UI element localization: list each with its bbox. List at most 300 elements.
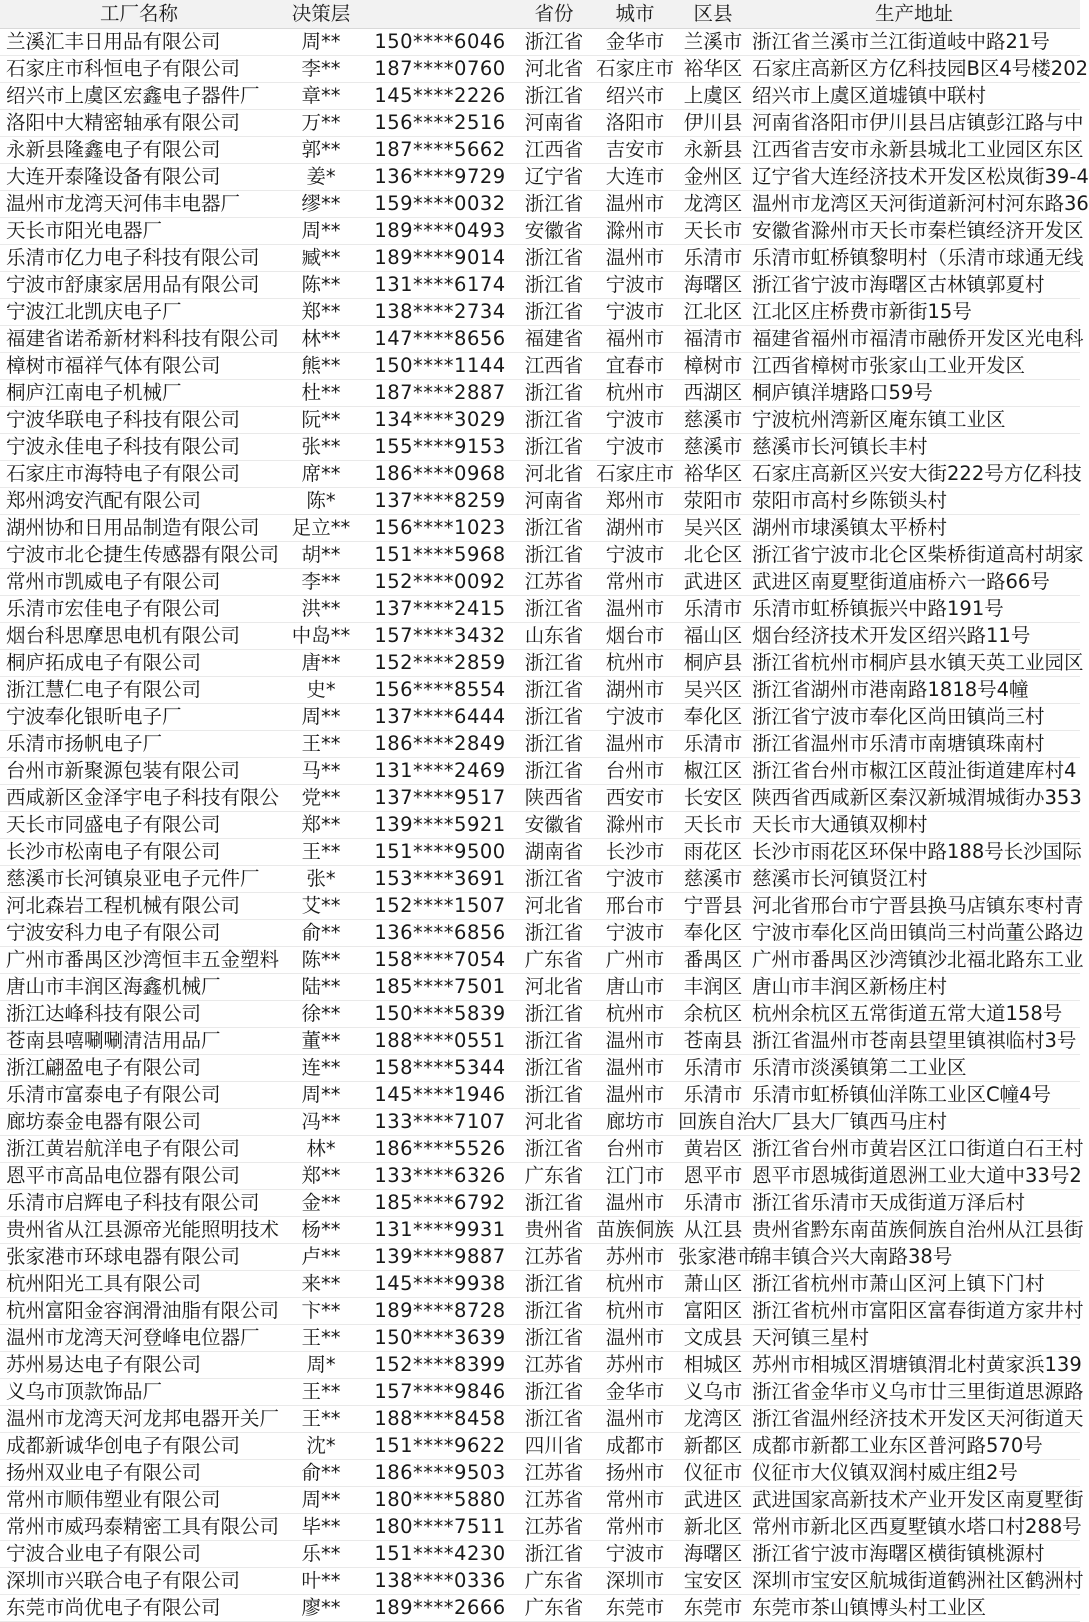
district-cell: 裕华区 <box>678 461 748 488</box>
decision-maker-cell: 郑** <box>278 1163 364 1190</box>
province-cell: 湖南省 <box>516 839 592 866</box>
table-row <box>0 245 1080 272</box>
decision-maker-cell: 陆** <box>278 974 364 1001</box>
decision-maker-cell: 郑** <box>278 299 364 326</box>
phone-cell: 151****4230 <box>364 1541 516 1568</box>
factory-name-cell: 温州市龙湾天河龙邦电器开关厂 <box>0 1406 278 1433</box>
table-row <box>0 1514 1080 1541</box>
decision-maker-cell: 李** <box>278 569 364 596</box>
district-cell: 萧山区 <box>678 1271 748 1298</box>
address-cell: 慈溪市长河镇长丰村 <box>748 434 1080 461</box>
phone-cell: 138****0336 <box>364 1568 516 1595</box>
city-cell: 宁波市 <box>592 704 678 731</box>
phone-cell: 156****2516 <box>364 110 516 137</box>
address-cell: 锦丰镇合兴大南路38号 <box>748 1244 1080 1271</box>
header-city: 城市 <box>592 0 678 29</box>
decision-maker-cell: 连** <box>278 1055 364 1082</box>
factory-name-cell: 天长市同盛电子有限公司 <box>0 812 278 839</box>
address-cell: 广州市番禺区沙湾镇沙北福北路东工业 <box>748 947 1080 974</box>
table-row <box>0 137 1080 164</box>
factory-name-cell: 烟台科思摩思电机有限公司 <box>0 623 278 650</box>
decision-maker-cell: 万** <box>278 110 364 137</box>
phone-cell: 180****7511 <box>364 1514 516 1541</box>
factory-name-cell: 天长市阳光电器厂 <box>0 218 278 245</box>
address-cell: 浙江省宁波市奉化区尚田镇尚三村 <box>748 704 1080 731</box>
phone-cell: 156****1023 <box>364 515 516 542</box>
factory-name-cell: 宁波市舒康家居用品有限公司 <box>0 272 278 299</box>
factory-name-cell: 洛阳中大精密轴承有限公司 <box>0 110 278 137</box>
address-cell: 石家庄高新区方亿科技园B区4号楼202 <box>748 56 1080 83</box>
district-cell: 宁晋县 <box>678 893 748 920</box>
phone-cell: 188****8458 <box>364 1406 516 1433</box>
factory-name-cell: 常州市顺伟塑业有限公司 <box>0 1487 278 1514</box>
phone-cell: 188****0551 <box>364 1028 516 1055</box>
province-cell: 江苏省 <box>516 569 592 596</box>
phone-cell: 133****7107 <box>364 1109 516 1136</box>
city-cell: 廊坊市 <box>592 1109 678 1136</box>
province-cell: 河北省 <box>516 893 592 920</box>
address-cell: 深圳市宝安区航城街道鹤洲社区鹤洲村 <box>748 1568 1080 1595</box>
district-cell: 西湖区 <box>678 380 748 407</box>
decision-maker-cell: 周** <box>278 704 364 731</box>
province-cell: 广东省 <box>516 1595 592 1622</box>
decision-maker-cell: 缪** <box>278 191 364 218</box>
phone-cell: 187****0760 <box>364 56 516 83</box>
table-row <box>0 542 1080 569</box>
table-row <box>0 1190 1080 1217</box>
phone-cell: 187****2887 <box>364 380 516 407</box>
factory-name-cell: 常州市威玛泰精密工具有限公司 <box>0 1514 278 1541</box>
province-cell: 浙江省 <box>516 1001 592 1028</box>
factory-name-cell: 乐清市扬帆电子厂 <box>0 731 278 758</box>
factory-name-cell: 郑州鸿安汽配有限公司 <box>0 488 278 515</box>
phone-cell: 134****3029 <box>364 407 516 434</box>
city-cell: 温州市 <box>592 1082 678 1109</box>
province-cell: 浙江省 <box>516 1082 592 1109</box>
factory-name-cell: 广州市番禺区沙湾恒丰五金塑料 <box>0 947 278 974</box>
header-phone <box>364 0 516 29</box>
address-cell: 乐清市虹桥镇黎明村（乐清市球通无线 <box>748 245 1080 272</box>
city-cell: 宜春市 <box>592 353 678 380</box>
decision-maker-cell: 艾** <box>278 893 364 920</box>
district-cell: 雨花区 <box>678 839 748 866</box>
phone-cell: 145****1946 <box>364 1082 516 1109</box>
address-cell: 浙江省台州市黄岩区江口街道白石王村 <box>748 1136 1080 1163</box>
phone-cell: 185****6792 <box>364 1190 516 1217</box>
district-cell: 福山区 <box>678 623 748 650</box>
decision-maker-cell: 郑** <box>278 812 364 839</box>
address-cell: 成都市新都工业东区普河路570号 <box>748 1433 1080 1460</box>
table-row <box>0 893 1080 920</box>
address-cell: 河南省洛阳市伊川县吕店镇彭江路与中 <box>748 110 1080 137</box>
table-row <box>0 1244 1080 1271</box>
address-cell: 大厂县大厂镇西马庄村 <box>748 1109 1080 1136</box>
city-cell: 宁波市 <box>592 1541 678 1568</box>
decision-maker-cell: 卢** <box>278 1244 364 1271</box>
decision-maker-cell: 足立** <box>278 515 364 542</box>
province-cell: 浙江省 <box>516 1406 592 1433</box>
province-cell: 河北省 <box>516 56 592 83</box>
table-row <box>0 1325 1080 1352</box>
table-row <box>0 1082 1080 1109</box>
decision-maker-cell: 毕** <box>278 1514 364 1541</box>
phone-cell: 150****3639 <box>364 1325 516 1352</box>
factory-name-cell: 台州市新聚源包装有限公司 <box>0 758 278 785</box>
factory-name-cell: 浙江慧仁电子有限公司 <box>0 677 278 704</box>
province-cell: 浙江省 <box>516 299 592 326</box>
address-cell: 长沙市雨花区环保中路188号长沙国际 <box>748 839 1080 866</box>
decision-maker-cell: 王** <box>278 1406 364 1433</box>
table-row <box>0 812 1080 839</box>
factory-name-cell: 宁波华联电子科技有限公司 <box>0 407 278 434</box>
factory-name-cell: 成都新诚华创电子有限公司 <box>0 1433 278 1460</box>
decision-maker-cell: 周** <box>278 1082 364 1109</box>
province-cell: 浙江省 <box>516 1136 592 1163</box>
city-cell: 湖州市 <box>592 515 678 542</box>
province-cell: 河北省 <box>516 461 592 488</box>
city-cell: 台州市 <box>592 758 678 785</box>
phone-cell: 137****2415 <box>364 596 516 623</box>
table-row <box>0 1271 1080 1298</box>
district-cell: 福清市 <box>678 326 748 353</box>
phone-cell: 137****9517 <box>364 785 516 812</box>
table-row <box>0 758 1080 785</box>
table-row <box>0 1433 1080 1460</box>
address-cell: 桐庐镇洋塘路口59号 <box>748 380 1080 407</box>
city-cell: 金华市 <box>592 1379 678 1406</box>
province-cell: 广东省 <box>516 1163 592 1190</box>
province-cell: 浙江省 <box>516 920 592 947</box>
district-cell: 丰润区 <box>678 974 748 1001</box>
decision-maker-cell: 沈* <box>278 1433 364 1460</box>
city-cell: 绍兴市 <box>592 83 678 110</box>
district-cell: 黄岩区 <box>678 1136 748 1163</box>
province-cell: 河北省 <box>516 974 592 1001</box>
district-cell: 天长市 <box>678 218 748 245</box>
phone-cell: 150****1144 <box>364 353 516 380</box>
city-cell: 邢台市 <box>592 893 678 920</box>
table-row <box>0 947 1080 974</box>
decision-maker-cell: 王** <box>278 1325 364 1352</box>
table-row <box>0 56 1080 83</box>
factory-name-cell: 乐清市启辉电子科技有限公司 <box>0 1190 278 1217</box>
city-cell: 吉安市 <box>592 137 678 164</box>
city-cell: 宁波市 <box>592 866 678 893</box>
decision-maker-cell: 乐** <box>278 1541 364 1568</box>
decision-maker-cell: 郭** <box>278 137 364 164</box>
district-cell: 奉化区 <box>678 920 748 947</box>
address-cell: 常州市新北区西夏墅镇水塔口村288号 <box>748 1514 1080 1541</box>
table-row <box>0 1541 1080 1568</box>
address-cell: 杭州余杭区五常街道五常大道158号 <box>748 1001 1080 1028</box>
address-cell: 浙江省杭州市桐庐县水镇天英工业园区 <box>748 650 1080 677</box>
district-cell: 金州区 <box>678 164 748 191</box>
city-cell: 杭州市 <box>592 1298 678 1325</box>
district-cell: 樟树市 <box>678 353 748 380</box>
table-row <box>0 164 1080 191</box>
phone-cell: 186****9503 <box>364 1460 516 1487</box>
decision-maker-cell: 杨** <box>278 1217 364 1244</box>
address-cell: 宁波杭州湾新区庵东镇工业区 <box>748 407 1080 434</box>
table-row <box>0 623 1080 650</box>
city-cell: 温州市 <box>592 245 678 272</box>
district-cell: 乐清市 <box>678 245 748 272</box>
address-cell: 唐山市丰润区新杨庄村 <box>748 974 1080 1001</box>
province-cell: 浙江省 <box>516 1190 592 1217</box>
city-cell: 温州市 <box>592 1190 678 1217</box>
address-cell: 江西省吉安市永新县城北工业园区东区 <box>748 137 1080 164</box>
factory-name-cell: 唐山市丰润区海鑫机械厂 <box>0 974 278 1001</box>
address-cell: 陕西省西咸新区秦汉新城渭城街办353 <box>748 785 1080 812</box>
city-cell: 宁波市 <box>592 542 678 569</box>
province-cell: 浙江省 <box>516 1271 592 1298</box>
table-row <box>0 1001 1080 1028</box>
factory-name-cell: 苏州易达电子有限公司 <box>0 1352 278 1379</box>
factory-name-cell: 永新县隆鑫电子有限公司 <box>0 137 278 164</box>
decision-maker-cell: 周** <box>278 218 364 245</box>
district-cell: 宝安区 <box>678 1568 748 1595</box>
city-cell: 温州市 <box>592 1028 678 1055</box>
province-cell: 江苏省 <box>516 1244 592 1271</box>
province-cell: 浙江省 <box>516 191 592 218</box>
city-cell: 温州市 <box>592 1406 678 1433</box>
address-cell: 天河镇三星村 <box>748 1325 1080 1352</box>
phone-cell: 152****1507 <box>364 893 516 920</box>
phone-cell: 151****9500 <box>364 839 516 866</box>
province-cell: 浙江省 <box>516 245 592 272</box>
decision-maker-cell: 陈** <box>278 272 364 299</box>
district-cell: 乐清市 <box>678 1082 748 1109</box>
city-cell: 苏州市 <box>592 1244 678 1271</box>
factory-name-cell: 苍南县嘻唰唰清洁用品厂 <box>0 1028 278 1055</box>
province-cell: 浙江省 <box>516 1055 592 1082</box>
table-row <box>0 434 1080 461</box>
phone-cell: 131****6174 <box>364 272 516 299</box>
factory-name-cell: 浙江黄岩航洋电子有限公司 <box>0 1136 278 1163</box>
address-cell: 乐清市虹桥镇振兴中路191号 <box>748 596 1080 623</box>
province-cell: 河南省 <box>516 488 592 515</box>
factory-name-cell: 义乌市顶款饰品厂 <box>0 1379 278 1406</box>
district-cell: 桐庐县 <box>678 650 748 677</box>
province-cell: 广东省 <box>516 947 592 974</box>
address-cell: 浙江省宁波市北仑区柴桥街道高村胡家 <box>748 542 1080 569</box>
table-row <box>0 1352 1080 1379</box>
factory-name-cell: 乐清市富泰电子有限公司 <box>0 1082 278 1109</box>
phone-cell: 152****0092 <box>364 569 516 596</box>
city-cell: 温州市 <box>592 731 678 758</box>
factory-name-cell: 乐清市亿力电子科技有限公司 <box>0 245 278 272</box>
province-cell: 辽宁省 <box>516 164 592 191</box>
district-cell: 富阳区 <box>678 1298 748 1325</box>
province-cell: 浙江省 <box>516 704 592 731</box>
district-cell: 天长市 <box>678 812 748 839</box>
city-cell: 宁波市 <box>592 299 678 326</box>
district-cell: 兰溪市 <box>678 29 748 56</box>
city-cell: 成都市 <box>592 1433 678 1460</box>
district-cell: 恩平市 <box>678 1163 748 1190</box>
city-cell: 滁州市 <box>592 218 678 245</box>
province-cell: 浙江省 <box>516 83 592 110</box>
address-cell: 烟台经济技术开发区绍兴路11号 <box>748 623 1080 650</box>
district-cell: 海曙区 <box>678 272 748 299</box>
city-cell: 长沙市 <box>592 839 678 866</box>
factory-name-cell: 福建省诺希新材料科技有限公司 <box>0 326 278 353</box>
address-cell: 浙江省杭州市萧山区河上镇下门村 <box>748 1271 1080 1298</box>
province-cell: 江苏省 <box>516 1514 592 1541</box>
decision-maker-cell: 林* <box>278 1136 364 1163</box>
province-cell: 江西省 <box>516 137 592 164</box>
table-row <box>0 920 1080 947</box>
phone-cell: 180****5880 <box>364 1487 516 1514</box>
province-cell: 河南省 <box>516 110 592 137</box>
phone-cell: 131****2469 <box>364 758 516 785</box>
phone-cell: 189****0493 <box>364 218 516 245</box>
city-cell: 常州市 <box>592 1514 678 1541</box>
province-cell: 陕西省 <box>516 785 592 812</box>
factory-name-cell: 宁波合业电子有限公司 <box>0 1541 278 1568</box>
district-cell: 北仑区 <box>678 542 748 569</box>
city-cell: 宁波市 <box>592 407 678 434</box>
district-cell: 武进区 <box>678 569 748 596</box>
decision-maker-cell: 张** <box>278 434 364 461</box>
table-row <box>0 461 1080 488</box>
decision-maker-cell: 臧** <box>278 245 364 272</box>
province-cell: 浙江省 <box>516 758 592 785</box>
city-cell: 东莞市 <box>592 1595 678 1622</box>
factory-name-cell: 廊坊泰金电器有限公司 <box>0 1109 278 1136</box>
province-cell: 浙江省 <box>516 29 592 56</box>
factory-name-cell: 扬州双业电子有限公司 <box>0 1460 278 1487</box>
factory-name-cell: 常州市凯威电子有限公司 <box>0 569 278 596</box>
phone-cell: 185****7501 <box>364 974 516 1001</box>
province-cell: 浙江省 <box>516 542 592 569</box>
address-cell: 温州市龙湾区天河街道新河村河东路36 <box>748 191 1080 218</box>
table-row <box>0 1163 1080 1190</box>
decision-maker-cell: 熊** <box>278 353 364 380</box>
decision-maker-cell: 来** <box>278 1271 364 1298</box>
table-row <box>0 677 1080 704</box>
district-cell: 乐清市 <box>678 1055 748 1082</box>
factory-name-cell: 宁波江北凯庆电子厂 <box>0 299 278 326</box>
province-cell: 浙江省 <box>516 380 592 407</box>
address-cell: 绍兴市上虞区道墟镇中联村 <box>748 83 1080 110</box>
phone-cell: 137****8259 <box>364 488 516 515</box>
table-row <box>0 1460 1080 1487</box>
province-cell: 贵州省 <box>516 1217 592 1244</box>
decision-maker-cell: 董** <box>278 1028 364 1055</box>
address-cell: 天长市大通镇双柳村 <box>748 812 1080 839</box>
district-cell: 回族自治 <box>678 1109 748 1136</box>
factory-name-cell: 浙江翩盈电子有限公司 <box>0 1055 278 1082</box>
header-row <box>0 0 1080 29</box>
table-row <box>0 299 1080 326</box>
decision-maker-cell: 叶** <box>278 1568 364 1595</box>
phone-cell: 153****3691 <box>364 866 516 893</box>
district-cell: 椒江区 <box>678 758 748 785</box>
decision-maker-cell: 俞** <box>278 920 364 947</box>
table-row <box>0 1109 1080 1136</box>
city-cell: 石家庄市 <box>592 56 678 83</box>
district-cell: 新北区 <box>678 1514 748 1541</box>
district-cell: 奉化区 <box>678 704 748 731</box>
factory-name-cell: 西咸新区金泽宇电子科技有限公 <box>0 785 278 812</box>
address-cell: 浙江省台州市椒江区葭沚街道建库村4 <box>748 758 1080 785</box>
factory-name-cell: 宁波永佳电子科技有限公司 <box>0 434 278 461</box>
factory-name-cell: 深圳市兴联合电子有限公司 <box>0 1568 278 1595</box>
district-cell: 乐清市 <box>678 596 748 623</box>
table-row <box>0 704 1080 731</box>
city-cell: 杭州市 <box>592 1271 678 1298</box>
city-cell: 深圳市 <box>592 1568 678 1595</box>
district-cell: 乐清市 <box>678 731 748 758</box>
phone-cell: 187****5662 <box>364 137 516 164</box>
factory-name-cell: 长沙市松南电子有限公司 <box>0 839 278 866</box>
address-cell: 贵州省黔东南苗族侗族自治州从江县街 <box>748 1217 1080 1244</box>
address-cell: 浙江省温州市乐清市南塘镇珠南村 <box>748 731 1080 758</box>
city-cell: 扬州市 <box>592 1460 678 1487</box>
district-cell: 江北区 <box>678 299 748 326</box>
city-cell: 温州市 <box>592 1325 678 1352</box>
address-cell: 慈溪市长河镇贤江村 <box>748 866 1080 893</box>
phone-cell: 186****5526 <box>364 1136 516 1163</box>
city-cell: 江门市 <box>592 1163 678 1190</box>
address-cell: 宁波市奉化区尚田镇尚三村尚董公路边 <box>748 920 1080 947</box>
factory-name-cell: 兰溪汇丰日用品有限公司 <box>0 29 278 56</box>
city-cell: 西安市 <box>592 785 678 812</box>
decision-maker-cell: 陈** <box>278 947 364 974</box>
phone-cell: 138****2734 <box>364 299 516 326</box>
decision-maker-cell: 党** <box>278 785 364 812</box>
address-cell: 福建省福州市福清市融侨开发区光电科 <box>748 326 1080 353</box>
province-cell: 浙江省 <box>516 596 592 623</box>
district-cell: 慈溪市 <box>678 407 748 434</box>
district-cell: 慈溪市 <box>678 434 748 461</box>
city-cell: 洛阳市 <box>592 110 678 137</box>
decision-maker-cell: 王** <box>278 731 364 758</box>
factory-name-cell: 河北森岩工程机械有限公司 <box>0 893 278 920</box>
table-row <box>0 1055 1080 1082</box>
district-cell: 文成县 <box>678 1325 748 1352</box>
decision-maker-cell: 王** <box>278 1379 364 1406</box>
table-row <box>0 1487 1080 1514</box>
table-row <box>0 1298 1080 1325</box>
table-body <box>0 29 1089 1622</box>
header-district: 区县 <box>678 0 748 29</box>
province-cell: 浙江省 <box>516 1028 592 1055</box>
province-cell: 浙江省 <box>516 1325 592 1352</box>
phone-cell: 189****8728 <box>364 1298 516 1325</box>
district-cell: 龙湾区 <box>678 1406 748 1433</box>
table-row <box>0 1136 1080 1163</box>
province-cell: 河北省 <box>516 1109 592 1136</box>
province-cell: 浙江省 <box>516 1379 592 1406</box>
province-cell: 浙江省 <box>516 731 592 758</box>
header-address: 生产地址 <box>748 0 1080 29</box>
district-cell: 仪征市 <box>678 1460 748 1487</box>
table-row <box>0 110 1080 137</box>
province-cell: 福建省 <box>516 326 592 353</box>
factory-name-cell: 张家港市环球电器有限公司 <box>0 1244 278 1271</box>
district-cell: 裕华区 <box>678 56 748 83</box>
address-cell: 安徽省滁州市天长市秦栏镇经济开发区 <box>748 218 1080 245</box>
phone-cell: 157****9846 <box>364 1379 516 1406</box>
table-row <box>0 596 1080 623</box>
address-cell: 浙江省乐清市天成街道万泽后村 <box>748 1190 1080 1217</box>
header-factory-name: 工厂名称 <box>0 0 278 29</box>
decision-maker-cell: 徐** <box>278 1001 364 1028</box>
address-cell: 湖州市埭溪镇太平桥村 <box>748 515 1080 542</box>
district-cell: 相城区 <box>678 1352 748 1379</box>
